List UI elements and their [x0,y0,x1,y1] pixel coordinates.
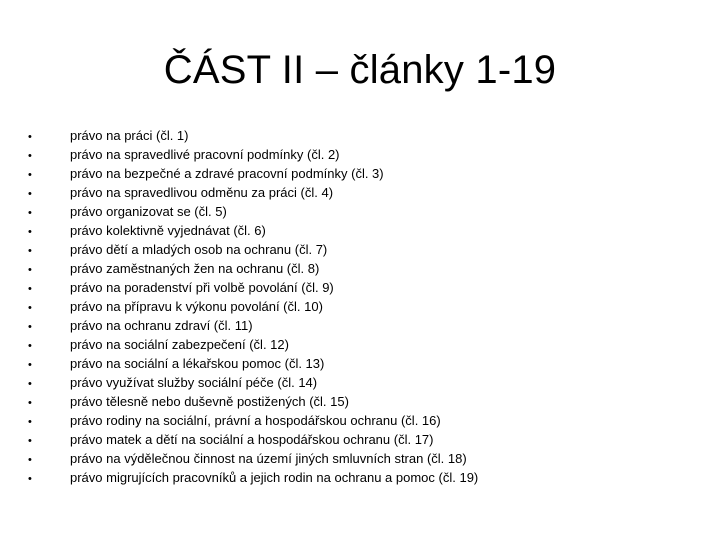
list-item-text: právo matek a dětí na sociální a hospodářskou ochranu (čl. 17) [70,432,434,447]
list-item [28,240,688,259]
list-item-text: právo na přípravu k výkonu povolání (čl. 10) [70,299,323,314]
bullet-icon: • [28,359,32,371]
list-item-text: právo rodiny na sociální, právní a hospodářskou ochranu (čl. 16) [70,413,441,428]
list-item [28,411,688,430]
bullet-icon: • [28,283,32,295]
list-item-text: právo na poradenství při volbě povolání (čl. 9) [70,280,334,295]
list-item [28,430,688,449]
list-item [28,297,688,316]
list-item [28,145,688,164]
bullet-icon: • [28,378,32,390]
list-item-text: právo dětí a mladých osob na ochranu (čl. 7) [70,242,328,257]
list-item [28,449,688,468]
list-item [28,316,688,335]
list-item [28,183,688,202]
bullet-icon: • [28,150,32,162]
list-item-text: právo na spravedlivou odměnu za práci (čl. 4) [70,185,334,200]
bullet-icon: • [28,321,32,333]
bullet-icon: • [28,473,32,485]
list-item [28,164,688,183]
list-item [28,354,688,373]
list-item-text: právo využívat služby sociální péče (čl. 14) [70,375,318,390]
bullet-icon: • [28,264,32,276]
list-item-text: právo kolektivně vyjednávat (čl. 6) [70,223,266,238]
list-item-text: právo na sociální a lékařskou pomoc (čl. 13) [70,356,325,371]
bullet-icon: • [28,302,32,314]
list-item-text: právo na bezpečné a zdravé pracovní podmínky (čl. 3) [70,166,384,181]
bullet-icon: • [28,169,32,181]
bullet-icon: • [28,245,32,257]
list-item [28,278,688,297]
bullet-icon: • [28,207,32,219]
bullet-icon: • [28,226,32,238]
list-item [28,202,688,221]
list-item [28,468,688,487]
list-item-text: právo migrujících pracovníků a jejich rodin na ochranu a pomoc (čl. 19) [70,470,479,485]
list-item [28,392,688,411]
slide-title: ČÁST II – články 1-19 [163,48,557,92]
bullet-icon: • [28,188,32,200]
list-item-text: právo zaměstnaných žen na ochranu (čl. 8) [70,261,320,276]
list-item-text: právo na sociální zabezpečení (čl. 12) [70,337,289,352]
list-item-text: právo tělesně nebo duševně postižených (čl. 15) [70,394,349,409]
list-item [28,335,688,354]
bullet-icon: • [28,454,32,466]
list-item-text: právo na výdělečnou činnost na území jiných smluvních stran (čl. 18) [70,451,467,466]
list-item-text: právo na práci (čl. 1) [70,128,189,143]
list-item [28,221,688,240]
bullet-icon: • [28,340,32,352]
article-rights-list [28,126,688,487]
list-item-text: právo organizovat se (čl. 5) [70,204,227,219]
list-item [28,373,688,392]
list-item-text: právo na ochranu zdraví (čl. 11) [70,318,253,333]
bullet-icon: • [28,435,32,447]
bullet-icon: • [28,131,32,143]
list-item-text: právo na spravedlivé pracovní podmínky (čl. 2) [70,147,340,162]
bullet-icon: • [28,416,32,428]
list-item [28,126,688,145]
list-item [28,259,688,278]
bullet-icon: • [28,397,32,409]
